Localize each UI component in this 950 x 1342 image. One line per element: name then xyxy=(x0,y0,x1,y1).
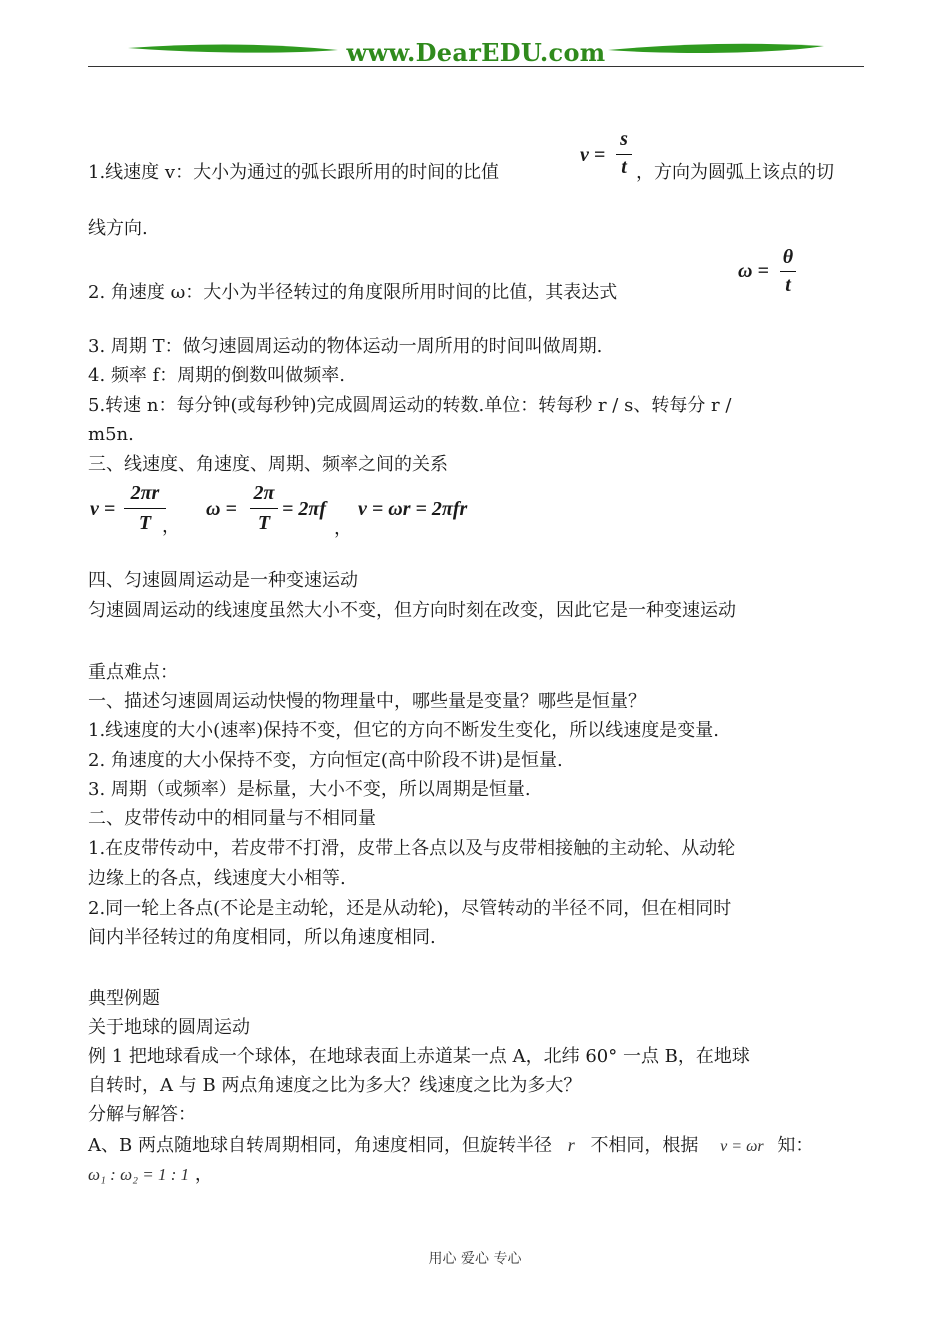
formula-omega-num: θ xyxy=(782,246,794,268)
key-answer-2-1b: 边缘上的各点，线速度大小相等. xyxy=(88,868,346,889)
key-question-1: 一、描述匀速圆周运动快慢的物理量中，哪些量是变量？哪些是恒量？ xyxy=(88,691,646,712)
key-answer-2-1a: 1.在皮带传动中，若皮带不打滑，皮带上各点以及与皮带相接触的主动轮、从动轮 xyxy=(88,838,736,859)
item1-text-a: 1.线速度 v：大小为通过的弧长跟所用的时间的比值 xyxy=(88,162,500,183)
answer-line2 xyxy=(88,1164,213,1186)
item1-line2: 线方向. xyxy=(88,218,148,239)
answer-title: 分解与解答： xyxy=(88,1104,196,1125)
formula-v-s-over-t xyxy=(580,128,640,184)
formula-f1-den: T xyxy=(138,512,152,534)
formula-omega-lhs: ω = xyxy=(738,260,769,282)
examples-title: 典型例题 xyxy=(88,988,160,1009)
item3-line: 3. 周期 T：做匀速圆周运动的物体运动一周所用的时间叫做周期. xyxy=(88,336,603,357)
section3-heading: 三、线速度、角速度、周期、频率之间的关系 xyxy=(88,454,448,475)
key-points-title: 重点难点： xyxy=(88,662,178,683)
formula-comma-1: ， xyxy=(162,516,180,537)
examples-subtitle: 关于地球的圆周运动 xyxy=(88,1017,250,1038)
item1-text-b: ，方向为圆弧上该点的切 xyxy=(636,162,834,183)
answer-formula-v-omega-r: v = ωr xyxy=(720,1138,764,1155)
formula-omega-theta-over-t xyxy=(738,246,802,302)
page-footer: 用心 爱心 专心 xyxy=(428,1251,522,1267)
formula-omega-bar xyxy=(780,271,796,272)
answer-line2-tail: ， xyxy=(194,1164,213,1185)
answer-r-symbol: r xyxy=(567,1135,575,1155)
section4-text: 匀速圆周运动的线速度虽然大小不变，但方向时刻在改变，因此它是一种变速运动 xyxy=(88,600,736,621)
header-divider xyxy=(88,66,864,67)
key-answer-1-2: 2. 角速度的大小保持不变，方向恒定(高中阶段不讲)是恒量. xyxy=(88,750,563,771)
formula-f1-bar xyxy=(124,508,166,509)
example1-line2: 自转时，A 与 B 两点角速度之比为多大？线速度之比为多大？ xyxy=(88,1075,582,1096)
formula-comma-2: ， xyxy=(334,518,352,539)
item5-line1: 5.转速 n：每分钟(或每秒钟)完成圆周运动的转数.单位：转每秒 r / s、转每分 r / xyxy=(88,395,732,416)
formula-v-omega-r-2pifr xyxy=(358,498,498,528)
key-answer-1-1: 1.线速度的大小(速率)保持不变，但它的方向不断发生变化，所以线速度是变量. xyxy=(88,720,719,741)
answer-text-c: 知： xyxy=(777,1135,814,1156)
formula-f2-num: 2π xyxy=(253,482,275,504)
key-answer-1-3: 3. 周期（或频率）是标量，大小不变，所以周期是恒量. xyxy=(88,779,531,800)
formula-f1-lhs: v = xyxy=(90,498,116,520)
example1-line1: 例 1 把地球看成一个球体，在地球表面上赤道某一点 A，北纬 60° 一点 B，在地球 xyxy=(88,1046,750,1067)
answer-ratio-formula: ω₁ : ω₂ = 1 : 1 xyxy=(88,1165,190,1184)
site-logo: www.DearEDU.com xyxy=(346,38,606,67)
formula-omega-2pi-over-T xyxy=(206,482,346,538)
formula-v-lhs: v = xyxy=(580,144,606,166)
page-header xyxy=(88,36,864,70)
formula-f2-den: T xyxy=(257,512,271,534)
section4-heading: 四、匀速圆周运动是一种变速运动 xyxy=(88,570,358,591)
key-question-2: 二、皮带传动中的相同量与不相同量 xyxy=(88,808,376,829)
formula-f2-lhs: ω = xyxy=(206,498,237,520)
formula-f2-bar xyxy=(250,508,278,509)
formula-f1-num: 2πr xyxy=(130,482,160,504)
key-answer-2-2b: 间内半径转过的角度相同，所以角速度相同. xyxy=(88,927,436,948)
formula-v-den: t xyxy=(621,156,627,178)
answer-line1 xyxy=(88,1134,813,1158)
key-answer-2-2a: 2.同一轮上各点(不论是主动轮，还是从动轮)，尽管转动的半径不同，但在相同时 xyxy=(88,898,732,919)
formula-v-bar xyxy=(616,154,632,155)
item5-line2: m5n. xyxy=(88,424,134,445)
formula-f3: v = ωr = 2πfr xyxy=(358,498,468,520)
formula-f2-rhs: = 2πf xyxy=(282,498,326,520)
formula-omega-den: t xyxy=(785,274,791,296)
item2-line: 2. 角速度 ω：大小为半径转过的角度限所用时间的比值，其表达式 xyxy=(88,282,618,303)
answer-text-a: A、B 两点随地球自转周期相同，角速度相同，但旋转半径 xyxy=(88,1135,552,1156)
formula-v-num: s xyxy=(620,128,628,150)
item1-line1 xyxy=(88,162,499,184)
item4-line: 4. 频率 f：周期的倒数叫做频率. xyxy=(88,365,345,386)
answer-text-b: 不相同，根据 xyxy=(590,1135,699,1156)
